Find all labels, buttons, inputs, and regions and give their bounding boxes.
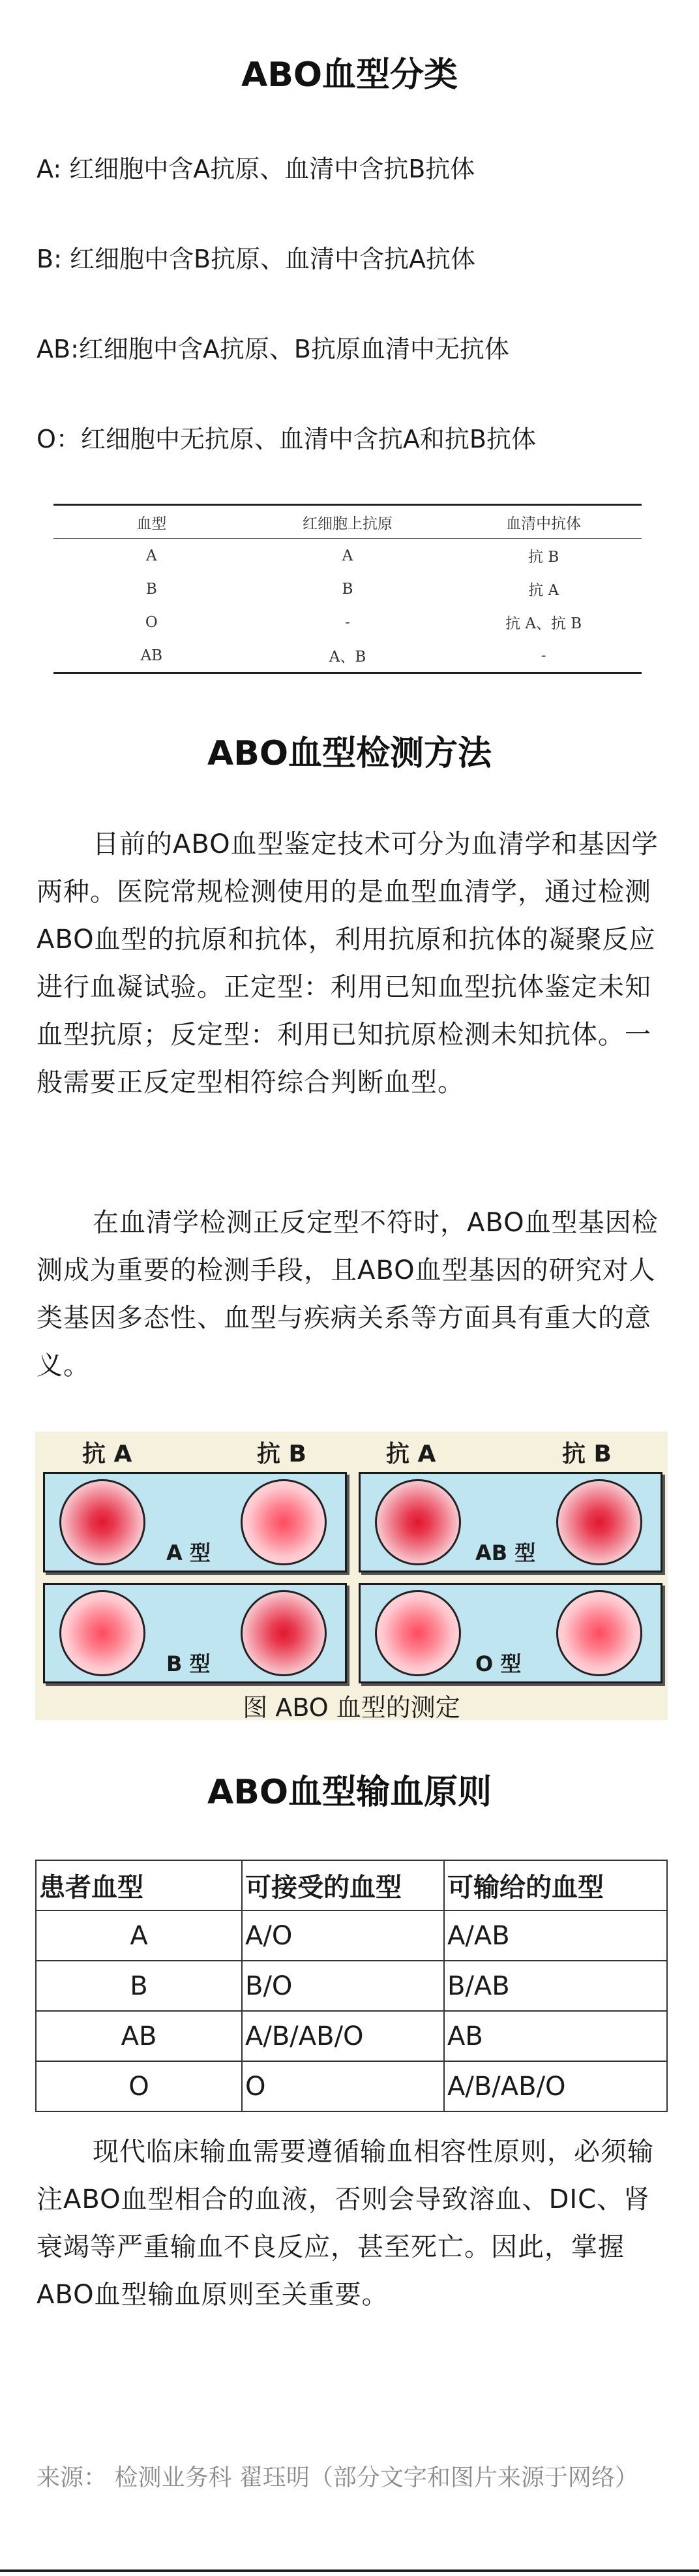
agglutinated-dot	[241, 1590, 327, 1676]
smooth-dot	[556, 1590, 642, 1676]
panel-type-label: O 型	[475, 1651, 522, 1676]
table-header-cell: 血型	[53, 505, 250, 539]
definition-o: O：红细胞中无抗原、血清中含抗A和抗B抗体	[37, 425, 536, 453]
table-cell: O	[145, 613, 158, 631]
table-header-row	[53, 505, 642, 539]
table-cell: 抗 B	[528, 549, 559, 566]
table-row	[36, 1910, 667, 1961]
figure-label-anti-b: 抗 B	[257, 1441, 306, 1467]
table-cell: B	[145, 580, 157, 598]
table-header-cell: 红细胞上抗原	[250, 505, 446, 539]
panel-type-label: B 型	[166, 1651, 211, 1676]
methods-paragraph-1: 目前的ABO血型鉴定技术可分为血清学和基因学两种。医院常规检测使用的是血型血清学，通过检测ABO血型的抗原和抗体，利用抗原和抗体的凝聚反应进行血凝试验。正定型：利用已知血型抗体鉴定未知血型抗原；反定型：利用已知抗原检测未知抗体。一般需要正反定型相符综合判断血型。	[37, 829, 659, 1097]
bottom-divider	[0, 2569, 699, 2572]
panel-type-o	[359, 1583, 662, 1683]
table-cell: A/B/AB/O	[444, 2061, 667, 2111]
table-cell: 抗 A、抗 B	[505, 615, 582, 632]
abo-test-figure	[35, 1432, 668, 1720]
table-cell: A/B/AB/O	[242, 2011, 444, 2061]
table-header-cell: 可输给的血型	[444, 1860, 667, 1910]
table-cell: B	[342, 580, 353, 598]
panel-type-ab	[359, 1472, 662, 1572]
table-cell: A	[342, 547, 353, 564]
definition-a: A: 红细胞中含A抗原、血清中含抗B抗体	[37, 155, 475, 183]
table-cell: AB	[444, 2011, 667, 2061]
panel-type-label: AB 型	[475, 1541, 536, 1565]
table-cell: B	[36, 1961, 242, 2011]
smooth-dot	[375, 1590, 461, 1676]
panel-type-a	[43, 1472, 347, 1572]
table-row	[36, 1961, 667, 2011]
agglutinated-dot	[375, 1479, 461, 1565]
agglutinated-dot	[59, 1479, 145, 1565]
table-cell: -	[541, 647, 546, 664]
table-header-row	[36, 1860, 667, 1910]
table-cell: A/O	[242, 1910, 444, 1961]
figure-label-anti-a: 抗 A	[386, 1441, 436, 1467]
definition-ab: AB:红细胞中含A抗原、B抗原血清中无抗体	[37, 335, 509, 363]
table-cell: O	[242, 2061, 444, 2111]
figure-label-anti-b: 抗 B	[562, 1441, 612, 1467]
table-cell: A	[146, 547, 157, 564]
table-row	[53, 639, 642, 673]
transfusion-paragraph: 现代临床输血需要遵循输血相容性原则，必须输注ABO血型相合的血液，否则会导致溶血、DIC、肾衰竭等严重输血不良反应，甚至死亡。因此，掌握ABO血型输血原则至关重要。	[37, 2137, 654, 2310]
table-cell: A/AB	[444, 1910, 667, 1961]
table-cell: AB	[140, 647, 163, 664]
transfusion-table	[35, 1860, 668, 2112]
table-cell: O	[36, 2061, 242, 2111]
table-row	[53, 572, 642, 606]
table-row	[36, 2011, 667, 2061]
table-cell: -	[345, 613, 350, 631]
table-cell: B/AB	[444, 1961, 667, 2011]
table-row	[53, 539, 642, 573]
table-cell: 抗 A	[528, 582, 559, 599]
table-header-cell: 患者血型	[36, 1860, 242, 1910]
table-cell: A	[36, 1910, 242, 1961]
source-credit: 来源： 检测业务科 翟珏明（部分文字和图片来源于网络）	[37, 2464, 638, 2491]
section-title-methods: ABO血型检测方法	[207, 734, 492, 773]
methods-paragraph-2: 在血清学检测正反定型不符时，ABO血型基因检测成为重要的检测手段，且ABO血型基因的研究对人类基因多态性、血型与疾病关系等方面具有重大的意义。	[37, 1208, 659, 1381]
table-header-cell: 血清中抗体	[445, 505, 642, 539]
table-row	[36, 2061, 667, 2111]
table-header-cell: 可接受的血型	[242, 1860, 444, 1910]
smooth-dot	[241, 1479, 327, 1565]
table-cell: B/O	[242, 1961, 444, 2011]
classification-table	[53, 504, 642, 674]
panel-type-b	[43, 1583, 347, 1683]
table-cell: AB	[36, 2011, 242, 2061]
section-title-classification: ABO血型分类	[241, 55, 458, 95]
figure-caption: 图 ABO 血型的测定	[243, 1693, 460, 1722]
table-cell: A、B	[329, 649, 366, 666]
panel-type-label: A 型	[166, 1541, 211, 1565]
section-title-transfusion: ABO血型输血原则	[207, 1773, 492, 1812]
table-row	[53, 606, 642, 639]
smooth-dot	[59, 1590, 145, 1676]
definition-b: B: 红细胞中含B抗原、血清中含抗A抗体	[37, 245, 476, 273]
figure-label-anti-a: 抗 A	[82, 1441, 132, 1467]
agglutinated-dot	[556, 1479, 642, 1565]
